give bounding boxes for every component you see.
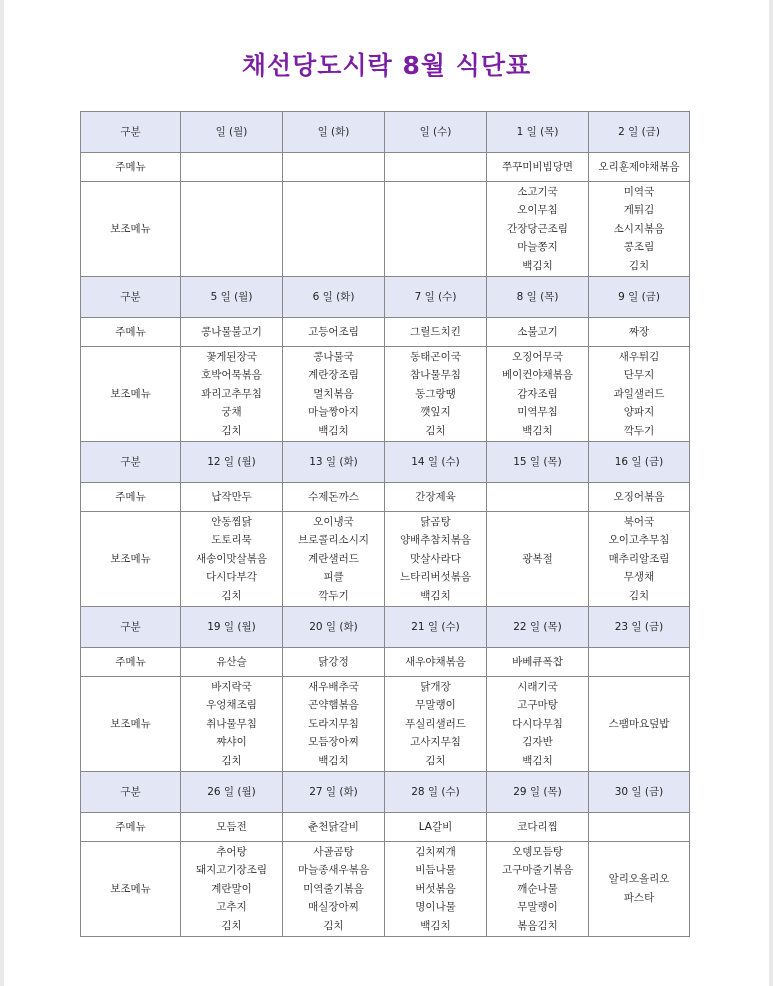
- side-dishes: [181, 347, 283, 442]
- side-dish: 미역국: [623, 185, 655, 198]
- day-header: 21 일 (수): [385, 607, 487, 648]
- side-dish: 미역무침: [517, 406, 558, 419]
- main-menu-row: [81, 153, 690, 182]
- side-dish: 광복절: [522, 552, 553, 565]
- side-dishes: [283, 182, 385, 277]
- side-dish: 사골곰탕: [313, 845, 354, 858]
- side-dish: 오이무침: [517, 204, 558, 217]
- row-label: 주메뉴: [81, 318, 181, 347]
- side-dish: 김치: [323, 919, 344, 932]
- main-dish: [487, 483, 589, 512]
- main-dish: 오리훈제야채볶음: [589, 153, 690, 182]
- day-header: 23 일 (금): [589, 607, 690, 648]
- side-dish: 푸실리샐러드: [405, 717, 466, 730]
- side-dish: 백김치: [318, 754, 349, 767]
- main-dish: [181, 153, 283, 182]
- side-dish: 김치: [221, 424, 242, 437]
- side-dish: 양파지: [623, 406, 655, 419]
- side-dishes: [181, 182, 283, 277]
- day-header: 1 일 (목): [487, 112, 589, 153]
- side-dishes: [181, 842, 283, 937]
- main-dish: 납작만두: [181, 483, 283, 512]
- day-header: 29 일 (목): [487, 772, 589, 813]
- side-dish: 마늘쫑지: [517, 241, 558, 254]
- day-header: 일 (수): [385, 112, 487, 153]
- side-dish: 계란샐러드: [308, 552, 359, 565]
- row-label: 보조메뉴: [81, 512, 181, 607]
- side-dish: 우엉채조림: [206, 699, 257, 712]
- side-dishes: [181, 677, 283, 772]
- side-dish: 고추지: [216, 901, 247, 914]
- side-dishes: [487, 347, 589, 442]
- side-dishes: [487, 677, 589, 772]
- day-header: 16 일 (금): [589, 442, 690, 483]
- side-dishes: [487, 182, 589, 277]
- main-dish: 춘천닭갈비: [283, 813, 385, 842]
- side-dish: 새송이맛살볶음: [195, 552, 267, 565]
- side-dish: 안동찜닭: [211, 515, 252, 528]
- row-label: 보조메뉴: [81, 842, 181, 937]
- side-dish: 닭개장: [420, 680, 451, 693]
- day-header: 20 일 (화): [283, 607, 385, 648]
- side-dishes: [487, 512, 589, 607]
- side-dish: 백김치: [420, 919, 451, 932]
- side-dish: 깍두기: [623, 424, 655, 437]
- side-dish: 볶음김치: [517, 919, 558, 932]
- main-menu-row: [81, 648, 690, 677]
- side-dish: 버섯볶음: [415, 882, 456, 895]
- main-dish: 유산슬: [181, 648, 283, 677]
- side-dish: 김치: [628, 259, 650, 272]
- week-header-row: [81, 277, 690, 318]
- main-dish: 바베큐폭찹: [487, 648, 589, 677]
- row-label: 주메뉴: [81, 813, 181, 842]
- side-dish: 느타리버섯볶음: [399, 571, 471, 584]
- side-dish: 맛살사라다: [410, 552, 461, 565]
- main-dish: 오징어볶음: [589, 483, 690, 512]
- main-dish: 그릴드치킨: [385, 318, 487, 347]
- side-dishes: [589, 842, 690, 937]
- side-dish: 김치찌개: [415, 845, 456, 858]
- side-dish: 소시지볶음: [613, 222, 665, 235]
- side-dish: 고사지무침: [410, 736, 461, 749]
- side-dish: 고구마줄기볶음: [501, 864, 573, 877]
- week-header-row: [81, 607, 690, 648]
- side-dish: 동태곤이국: [410, 350, 461, 363]
- main-dish: 새우야채볶음: [385, 648, 487, 677]
- side-dish: 계란장조림: [308, 369, 359, 382]
- side-dish: 김치: [221, 754, 242, 767]
- side-dishes: [283, 677, 385, 772]
- side-dish: 양배추참치볶음: [399, 534, 471, 547]
- row-label: 구분: [81, 772, 181, 813]
- side-dish: 오뎅모듬탕: [512, 845, 563, 858]
- side-dishes: [589, 182, 690, 277]
- side-dish: 스팸마요덮밥: [608, 717, 670, 730]
- side-dishes: [589, 347, 690, 442]
- row-label: 보조메뉴: [81, 677, 181, 772]
- side-dish: 김치: [628, 589, 650, 602]
- side-dish: 매실장아찌: [308, 901, 359, 914]
- side-dish: 모듬장아찌: [308, 736, 359, 749]
- side-dish: 깻잎지: [420, 406, 451, 419]
- side-dishes: [283, 512, 385, 607]
- side-dish: 마늘종새우볶음: [297, 864, 369, 877]
- main-menu-row: [81, 318, 690, 347]
- side-dish: 알리오올리오: [608, 873, 670, 886]
- side-dish: 콩조림: [623, 241, 655, 254]
- main-dish: 닭강정: [283, 648, 385, 677]
- side-dish: 곤약햄볶음: [308, 699, 359, 712]
- side-dishes: [589, 512, 690, 607]
- day-header: 30 일 (금): [589, 772, 690, 813]
- side-menu-row: [81, 182, 690, 277]
- side-dish: 소고기국: [517, 185, 558, 198]
- main-dish: [385, 153, 487, 182]
- main-dish: 고등어조림: [283, 318, 385, 347]
- side-dish: 비듬나물: [415, 864, 456, 877]
- day-header: 9 일 (금): [589, 277, 690, 318]
- day-header: 15 일 (목): [487, 442, 589, 483]
- side-dish: 돼지고기장조림: [195, 864, 267, 877]
- main-dish: [589, 648, 690, 677]
- side-dish: 깨순나물: [517, 882, 558, 895]
- day-header: 12 일 (월): [181, 442, 283, 483]
- day-header: 2 일 (금): [589, 112, 690, 153]
- menu-sheet: [4, 0, 769, 986]
- side-dish: 명이나물: [415, 901, 456, 914]
- side-dish: 북어국: [623, 515, 655, 528]
- side-dish: 오이고추무침: [608, 534, 670, 547]
- side-dish: 고구마탕: [517, 699, 558, 712]
- side-dishes: [283, 842, 385, 937]
- main-dish: 코다리찜: [487, 813, 589, 842]
- side-dish: 백김치: [522, 424, 553, 437]
- side-dishes: [181, 512, 283, 607]
- main-dish: 모듬전: [181, 813, 283, 842]
- day-header: 19 일 (월): [181, 607, 283, 648]
- main-dish: 콩나물불고기: [181, 318, 283, 347]
- side-dish: 백김치: [420, 589, 451, 602]
- row-label: 주메뉴: [81, 153, 181, 182]
- side-dishes: [385, 677, 487, 772]
- side-dish: 도토리묵: [211, 534, 252, 547]
- row-label: 구분: [81, 277, 181, 318]
- side-dishes: [487, 842, 589, 937]
- main-dish: LA갈비: [385, 813, 487, 842]
- week-header-row: [81, 772, 690, 813]
- side-dish: 꽃게된장국: [206, 350, 257, 363]
- side-menu-row: [81, 512, 690, 607]
- main-dish: 소불고기: [487, 318, 589, 347]
- side-dish: 동그랑땡: [415, 387, 456, 400]
- side-dish: 단무지: [623, 369, 655, 382]
- row-label: 보조메뉴: [81, 182, 181, 277]
- side-dish: 미역줄기볶음: [303, 882, 364, 895]
- day-header: 5 일 (월): [181, 277, 283, 318]
- side-dish: 무말랭이: [517, 901, 558, 914]
- row-label: 구분: [81, 112, 181, 153]
- side-dish: 백김치: [522, 754, 553, 767]
- day-header: 일 (월): [181, 112, 283, 153]
- side-dish: 바지락국: [211, 680, 252, 693]
- side-menu-row: [81, 347, 690, 442]
- side-dish: 김치: [425, 754, 446, 767]
- day-header: 26 일 (월): [181, 772, 283, 813]
- main-dish: 간장제육: [385, 483, 487, 512]
- side-dishes: [589, 677, 690, 772]
- side-dish: 브로콜리소시지: [297, 534, 369, 547]
- day-header: 22 일 (목): [487, 607, 589, 648]
- side-dishes: [385, 182, 487, 277]
- side-dish: 무말랭이: [415, 699, 456, 712]
- side-dish: 취나물무침: [206, 717, 257, 730]
- side-dish: 깍두기: [318, 589, 349, 602]
- main-dish: [283, 153, 385, 182]
- side-dish: 오이냉국: [313, 515, 354, 528]
- side-dish: 궁채: [221, 406, 242, 419]
- side-dish: 매추리알조림: [608, 552, 670, 565]
- side-dish: 새우배추국: [308, 680, 359, 693]
- row-label: 구분: [81, 442, 181, 483]
- side-dish: 오징어무국: [512, 350, 563, 363]
- side-dish: 추어탕: [216, 845, 247, 858]
- main-dish: 수제돈까스: [283, 483, 385, 512]
- side-dish: 김치: [221, 919, 242, 932]
- row-label: 주메뉴: [81, 483, 181, 512]
- main-dish: 쭈꾸미비빔당면: [487, 153, 589, 182]
- side-dishes: [385, 512, 487, 607]
- day-header: 일 (화): [283, 112, 385, 153]
- side-dishes: [385, 347, 487, 442]
- side-dishes: [385, 842, 487, 937]
- side-menu-row: [81, 677, 690, 772]
- day-header: 7 일 (수): [385, 277, 487, 318]
- side-dish: 시래기국: [517, 680, 558, 693]
- day-header: 14 일 (수): [385, 442, 487, 483]
- page-title: 채선당도시락 8월 식단표: [241, 51, 532, 80]
- side-dish: 쨔샤이: [216, 736, 247, 749]
- side-dish: 다시다무침: [512, 717, 563, 730]
- week-header-row: [81, 442, 690, 483]
- side-dish: 마늘짱아지: [308, 406, 359, 419]
- row-label: 주메뉴: [81, 648, 181, 677]
- day-header: 8 일 (목): [487, 277, 589, 318]
- day-header: 28 일 (수): [385, 772, 487, 813]
- row-label: 보조메뉴: [81, 347, 181, 442]
- side-dish: 콩나물국: [313, 350, 354, 363]
- side-dish: 백김치: [522, 259, 553, 272]
- side-dish: 꽈리고추무침: [201, 387, 262, 400]
- main-menu-row: [81, 813, 690, 842]
- main-dish: [589, 813, 690, 842]
- week-header-row: [81, 112, 690, 153]
- side-dish: 닭곰탕: [420, 515, 451, 528]
- meal-plan-table: [80, 111, 690, 937]
- side-dishes: [283, 347, 385, 442]
- side-dish: 새우튀김: [618, 350, 660, 363]
- main-menu-row: [81, 483, 690, 512]
- side-dish: 다시다부각: [206, 571, 257, 584]
- row-label: 구분: [81, 607, 181, 648]
- side-dish: 멸치볶음: [313, 387, 354, 400]
- side-dish: 김치: [221, 589, 242, 602]
- side-dish: 계란말이: [211, 882, 252, 895]
- side-dish: 무생채: [623, 571, 655, 584]
- side-dish: 김자반: [522, 736, 553, 749]
- side-dish: 감자조림: [517, 387, 558, 400]
- day-header: 13 일 (화): [283, 442, 385, 483]
- side-dish: 과일샐러드: [613, 387, 665, 400]
- side-menu-row: [81, 842, 690, 937]
- day-header: 6 일 (화): [283, 277, 385, 318]
- side-dish: 참나물무침: [410, 369, 461, 382]
- side-dish: 피클: [323, 571, 344, 584]
- side-dish: 김치: [425, 424, 446, 437]
- side-dish: 파스타: [623, 892, 655, 904]
- side-dish: 베이컨야채볶음: [501, 369, 573, 382]
- side-dish: 게튀김: [623, 204, 655, 217]
- main-dish: 짜장: [589, 318, 690, 347]
- day-header: 27 일 (화): [283, 772, 385, 813]
- side-dish: 백김치: [318, 424, 349, 437]
- side-dish: 도라지무침: [308, 717, 359, 730]
- side-dish: 간장당근조림: [507, 222, 568, 235]
- side-dish: 호박어묵볶음: [201, 369, 262, 382]
